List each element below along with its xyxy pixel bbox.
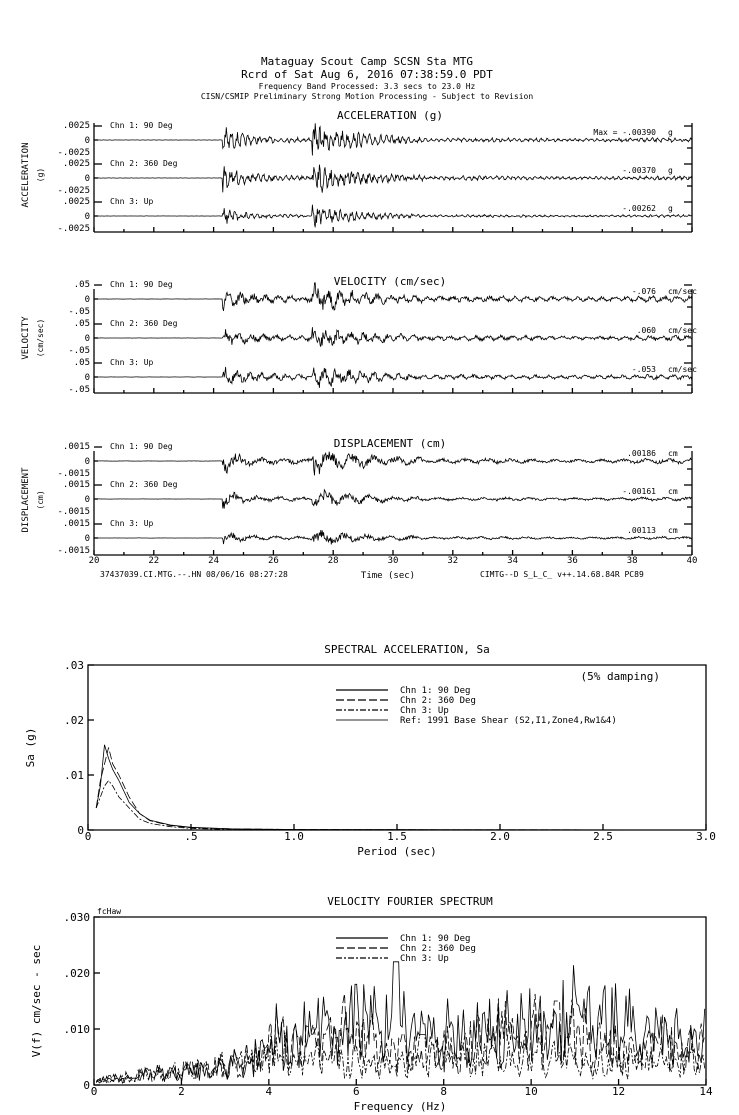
- x-tick-label: 28: [327, 556, 339, 566]
- max-value-label: .00186: [627, 449, 656, 458]
- footer-right: CIMTG--D S_L_C_ v++.14.68.84R PC89: [480, 570, 644, 579]
- channel-label: Chn 2: 360 Deg: [110, 319, 178, 328]
- legend-label: Ref: 1991 Base Shear (S2,I1,Zone4,Rw1&4): [400, 716, 617, 726]
- unit-label: g: [668, 204, 673, 213]
- x-tick-label: 2.0: [490, 830, 510, 843]
- y-tick-label: .030: [63, 911, 90, 924]
- legend-label: Chn 3: Up: [400, 954, 449, 964]
- panel-yunit: (cm): [36, 490, 45, 510]
- panel-velocity: [21, 275, 697, 395]
- x-tick-label: 0: [84, 830, 92, 843]
- chart-title: VELOCITY FOURIER SPECTRUM: [327, 895, 493, 908]
- trace-chn-3-up: [94, 530, 692, 544]
- x-tick-label: 32: [447, 556, 459, 566]
- x-tick-label: 14: [699, 1085, 713, 1098]
- sa-curve-solid: [96, 745, 706, 830]
- trace-chn-3-up: [94, 205, 692, 228]
- y-tick-label: .0015: [62, 442, 90, 452]
- channel-label: Chn 3: Up: [110, 197, 154, 206]
- y-tick-label: 0: [84, 174, 90, 184]
- y-tick-label: .0025: [62, 159, 90, 169]
- y-tick-label: -.05: [68, 385, 90, 395]
- footer-left: 37437039.CI.MTG.--.HN 08/06/16 08:27:28: [100, 570, 288, 579]
- x-tick-label: 1.0: [284, 830, 304, 843]
- y-tick-label: -.0015: [57, 507, 90, 517]
- x-tick-label: 2: [178, 1085, 185, 1098]
- x-tick-label: 34: [507, 556, 519, 566]
- header: [201, 55, 534, 101]
- unit-label: cm/sec: [668, 326, 697, 335]
- max-value-label: -.076: [631, 287, 656, 296]
- panel-yunit: (g): [36, 167, 45, 183]
- x-tick-label: 4: [265, 1085, 273, 1098]
- header-band: Frequency Band Processed: 3.3 secs to 23.0 Hz: [258, 82, 476, 91]
- y-tick-label: -.0025: [57, 186, 90, 196]
- corner-label: fcHaw: [97, 907, 122, 916]
- header-record: Rcrd of Sat Aug 6, 2016 07:38:59.0 PDT: [241, 68, 493, 81]
- chart-title: SPECTRAL ACCELERATION, Sa: [324, 643, 490, 656]
- panel-displacement: [21, 437, 697, 566]
- x-tick-label: 3.0: [696, 830, 716, 843]
- max-value-label: Max = -.00390: [593, 128, 656, 137]
- x-tick-label: 20: [88, 556, 100, 566]
- x-tick-label: 12: [611, 1085, 626, 1098]
- y-tick-label: .05: [73, 280, 90, 290]
- y-tick-label: .0025: [62, 197, 90, 207]
- unit-label: g: [668, 128, 673, 137]
- panel-title: DISPLACEMENT (cm): [333, 437, 447, 450]
- sa-curve-dashdot: [96, 781, 706, 830]
- legend-label: Chn 2: 360 Deg: [400, 696, 476, 706]
- y-tick-label: .010: [63, 1023, 90, 1036]
- x-tick-label: 6: [352, 1085, 360, 1098]
- max-value-label: .00113: [627, 526, 656, 535]
- y-tick-label: 0: [84, 334, 90, 344]
- trace-chn-2-360-deg: [94, 165, 692, 193]
- unit-label: g: [668, 166, 673, 175]
- panel-ylabel: ACCELERATION: [21, 142, 31, 208]
- x-tick-label: 10: [524, 1085, 538, 1098]
- channel-label: Chn 1: 90 Deg: [110, 442, 173, 451]
- trace-chn-3-up: [94, 367, 692, 388]
- x-tick-label: 2.5: [593, 830, 613, 843]
- x-tick-label: 38: [626, 556, 638, 566]
- panel-acceleration: [21, 109, 692, 234]
- unit-label: cm: [668, 487, 678, 496]
- time-axis-label: Time (sec): [360, 571, 416, 581]
- channel-label: Chn 3: Up: [110, 519, 154, 528]
- unit-label: cm: [668, 526, 678, 535]
- y-axis-label: V(f) cm/sec - sec: [30, 944, 43, 1058]
- damping-annotation: (5% damping): [580, 670, 660, 683]
- max-value-label: -.00370: [622, 166, 656, 175]
- panel-ylabel: VELOCITY: [21, 316, 31, 360]
- legend-label: Chn 2: 360 Deg: [400, 944, 476, 954]
- trace-chn-2-360-deg: [94, 490, 692, 509]
- trace-chn-2-360-deg: [94, 327, 692, 347]
- channel-label: Chn 2: 360 Deg: [110, 480, 178, 489]
- spectral-acceleration-chart: [24, 643, 716, 858]
- y-tick-label: 0: [84, 534, 90, 544]
- y-tick-label: 0: [84, 457, 90, 467]
- y-tick-label: -.05: [68, 346, 90, 356]
- channel-label: Chn 2: 360 Deg: [110, 159, 178, 168]
- y-tick-label: -.05: [68, 307, 90, 317]
- panel-yunit: (cm/sec): [36, 318, 45, 358]
- y-tick-label: 0: [84, 373, 90, 383]
- header-station: Mataguay Scout Camp SCSN Sta MTG: [261, 55, 473, 68]
- y-tick-label: 0: [84, 495, 90, 505]
- legend-label: Chn 3: Up: [400, 706, 449, 716]
- unit-label: cm/sec: [668, 287, 697, 296]
- y-axis-label: Sa (g): [24, 727, 37, 768]
- channel-label: Chn 1: 90 Deg: [110, 280, 173, 289]
- max-value-label: -.053: [631, 365, 656, 374]
- y-tick-label: -.0015: [57, 469, 90, 479]
- x-tick-label: 0: [90, 1085, 98, 1098]
- panel-ylabel: DISPLACEMENT: [21, 467, 31, 533]
- x-tick-label: 8: [440, 1085, 448, 1098]
- y-tick-label: 0: [83, 1079, 90, 1092]
- y-tick-label: 0: [77, 824, 84, 837]
- plot-frame: [88, 665, 706, 830]
- max-value-label: -.00161: [622, 487, 656, 496]
- header-processing: CISN/CSMIP Preliminary Strong Motion Processing - Subject to Revision: [200, 92, 534, 101]
- x-axis-label: Frequency (Hz): [353, 1100, 447, 1113]
- y-tick-label: .0015: [62, 480, 90, 490]
- y-tick-label: .0025: [62, 121, 90, 131]
- x-tick-label: 36: [566, 556, 578, 566]
- y-tick-label: .05: [73, 358, 90, 368]
- y-tick-label: .01: [64, 769, 84, 782]
- max-value-label: .060: [636, 326, 656, 335]
- y-tick-label: .020: [63, 967, 90, 980]
- x-tick-label: .5: [184, 830, 198, 843]
- y-tick-label: .03: [64, 659, 84, 672]
- channel-label: Chn 3: Up: [110, 358, 154, 367]
- y-tick-label: 0: [84, 212, 90, 222]
- y-tick-label: -.0015: [57, 546, 90, 556]
- fourier-spectrum-chart: [30, 895, 713, 1113]
- y-tick-label: .05: [73, 319, 90, 329]
- max-value-label: -.00262: [622, 204, 656, 213]
- x-tick-label: 40: [686, 556, 698, 566]
- fourier-curve-solid: [96, 962, 705, 1083]
- x-tick-label: 30: [387, 556, 399, 566]
- x-tick-label: 1.5: [387, 830, 407, 843]
- y-tick-label: -.0025: [57, 224, 90, 234]
- panel-title: VELOCITY (cm/sec): [333, 275, 447, 288]
- unit-label: cm/sec: [668, 365, 697, 374]
- trace-chn-1-90-deg: [94, 452, 692, 476]
- sa-curve-dashed: [96, 748, 706, 830]
- x-axis-label: Period (sec): [357, 845, 437, 858]
- x-tick-label: 22: [148, 556, 160, 566]
- legend-label: Chn 1: 90 Deg: [400, 686, 471, 696]
- legend-label: Chn 1: 90 Deg: [400, 934, 471, 944]
- y-tick-label: 0: [84, 295, 90, 305]
- y-tick-label: -.0025: [57, 148, 90, 158]
- channel-label: Chn 1: 90 Deg: [110, 121, 173, 130]
- unit-label: cm: [668, 449, 678, 458]
- y-tick-label: 0: [84, 136, 90, 146]
- panel-title: ACCELERATION (g): [337, 109, 443, 122]
- x-tick-label: 26: [267, 556, 279, 566]
- time-histories: [21, 109, 697, 566]
- y-tick-label: .0015: [62, 519, 90, 529]
- x-tick-label: 24: [208, 556, 220, 566]
- y-tick-label: .02: [64, 714, 84, 727]
